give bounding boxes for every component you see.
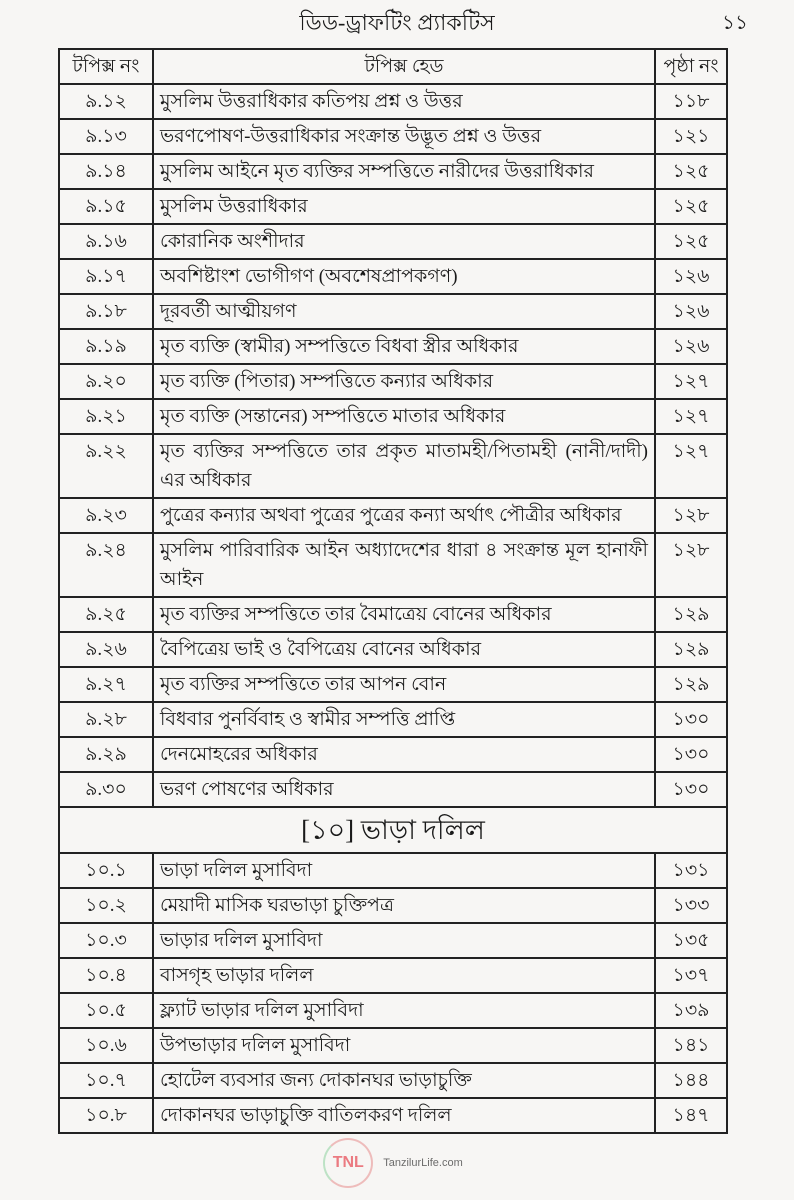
page-number-cell: ১২৬ [655,259,727,294]
table-row [59,294,727,329]
section-heading: [১০] ভাড়া দলিল [59,807,727,853]
topic-number: ৯.২১ [59,399,153,434]
topic-number: ১০.৪ [59,958,153,993]
topic-number: ৯.১৯ [59,329,153,364]
topic-title: ভাড়ার দলিল মুসাবিদা [153,923,655,958]
table-row [59,772,727,807]
page-number-cell: ১২৫ [655,154,727,189]
watermark [58,1134,728,1192]
topic-title: ভরণ পোষণের অধিকার [153,772,655,807]
page-number-cell: ১৩১ [655,853,727,888]
table-row [59,259,727,294]
page-number-cell: ১৪৪ [655,1063,727,1098]
page-number-cell: ১২৯ [655,667,727,702]
table-row [59,853,727,888]
topic-title: মৃত ব্যক্তির সম্পত্তিতে তার বৈমাত্রেয় বোনের অধিকার [153,597,655,632]
page-number-cell: ১২১ [655,119,727,154]
topic-number: ৯.১৭ [59,259,153,294]
page-number-cell: ১৩৭ [655,958,727,993]
page-number-cell: ১২৮ [655,533,727,597]
topic-title: মুসলিম পারিবারিক আইন অধ্যাদেশের ধারা ৪ সংক্রান্ত মূল হানাফী আইন [153,533,655,597]
page-number-cell: ১২৮ [655,498,727,533]
column-header-page-no: পৃষ্ঠা নং [655,49,727,84]
topic-number: ৯.২৮ [59,702,153,737]
topic-number: ৯.২৩ [59,498,153,533]
topic-title: মৃত ব্যক্তি (সন্তানের) সম্পত্তিতে মাতার অধিকার [153,399,655,434]
page-number-cell: ১২৭ [655,364,727,399]
topic-number: ৯.৩০ [59,772,153,807]
table-row [59,498,727,533]
topic-title: বাসগৃহ ভাড়ার দলিল [153,958,655,993]
topic-title: হোটেল ব্যবসার জন্য দোকানঘর ভাড়াচুক্তি [153,1063,655,1098]
topic-number: ৯.২৬ [59,632,153,667]
topic-title: দূরবর্তী আত্মীয়গণ [153,294,655,329]
topic-title: অবশিষ্টাংশ ভোগীগণ (অবশেষপ্রাপকগণ) [153,259,655,294]
page-number-cell: ১২৫ [655,224,727,259]
table-row [59,923,727,958]
page-number-cell: ১৩৫ [655,923,727,958]
topic-number: ১০.৬ [59,1028,153,1063]
topic-number: ৯.২৫ [59,597,153,632]
table-row [59,224,727,259]
topic-number: ১০.৩ [59,923,153,958]
topic-title: মৃত ব্যক্তির সম্পত্তিতে তার প্রকৃত মাতামহী/পিতামহী (নানী/দাদী) এর অধিকার [153,434,655,498]
contents-table [58,48,728,1134]
section-heading-row [59,807,727,853]
topic-number: ৯.১৪ [59,154,153,189]
topic-title: মুসলিম আইনে মৃত ব্যক্তির সম্পত্তিতে নারীদের উত্তরাধিকার [153,154,655,189]
topic-number: ৯.২৪ [59,533,153,597]
table-row [59,189,727,224]
table-row [59,399,727,434]
topic-number: ১০.৫ [59,993,153,1028]
page-number-cell: ১৩৩ [655,888,727,923]
topic-title: মুসলিম উত্তরাধিকার কতিপয় প্রশ্ন ও উত্তর [153,84,655,119]
watermark-circle [323,1138,373,1188]
topic-title: বৈপিত্রেয় ভাই ও বৈপিত্রেয় বোনের অধিকার [153,632,655,667]
topic-title: দেনমোহরের অধিকার [153,737,655,772]
table-row [59,1098,727,1133]
page-number-cell: ১৩০ [655,702,727,737]
topic-number: ৯.২০ [59,364,153,399]
table-row [59,993,727,1028]
topic-number: ১০.৭ [59,1063,153,1098]
page-number-cell: ১২৭ [655,399,727,434]
table-row [59,632,727,667]
topic-title: ফ্ল্যাট ভাড়ার দলিল মুসাবিদা [153,993,655,1028]
page-number-cell: ১৩৯ [655,993,727,1028]
topic-title: ভরণপোষণ-উত্তরাধিকার সংক্রান্ত উদ্ভূত প্রশ্ন ও উত্তর [153,119,655,154]
page-number-cell: ১২৬ [655,329,727,364]
topic-title: কোরানিক অংশীদার [153,224,655,259]
watermark-text: TanzilurLife.com [383,1157,463,1169]
table-row [59,364,727,399]
page-number-cell: ১২৬ [655,294,727,329]
page-number-cell: ১২৫ [655,189,727,224]
topic-number: ৯.১৩ [59,119,153,154]
table-row [59,84,727,119]
topic-title: পুত্রের কন্যার অথবা পুত্রের পুত্রের কন্যা অর্থাৎ পৌত্রীর অধিকার [153,498,655,533]
page-number-cell: ১৩০ [655,737,727,772]
table-header-row [59,49,727,84]
topic-number: ৯.২২ [59,434,153,498]
topic-number: ৯.২৭ [59,667,153,702]
table-row [59,533,727,597]
topic-title: মৃত ব্যক্তি (স্বামীর) সম্পত্তিতে বিধবা স্ত্রীর অধিকার [153,329,655,364]
page-number-cell: ১২৯ [655,597,727,632]
topic-title: মুসলিম উত্তরাধিকার [153,189,655,224]
page-number-cell: ১৪৭ [655,1098,727,1133]
topic-title: ভাড়া দলিল মুসাবিদা [153,853,655,888]
topic-number: ৯.২৯ [59,737,153,772]
topic-number: ১০.২ [59,888,153,923]
running-title: ডিড-ড্রাফটিং প্র্যাকটিস [299,10,495,35]
table-row [59,597,727,632]
table-row [59,1028,727,1063]
table-row [59,1063,727,1098]
table-row [59,434,727,498]
page-number-cell: ১২৯ [655,632,727,667]
page-number-cell: ১২৭ [655,434,727,498]
topic-title: দোকানঘর ভাড়াচুক্তি বাতিলকরণ দলিল [153,1098,655,1133]
page-number-cell: ১৩০ [655,772,727,807]
table-row [59,667,727,702]
column-header-topic-no: টপিক্স নং [59,49,153,84]
topic-number: ৯.১৫ [59,189,153,224]
watermark-logo: TNL [332,1154,364,1171]
page-number: ১১ [722,12,748,34]
topic-number: ১০.৮ [59,1098,153,1133]
topic-title: মেয়াদী মাসিক ঘরভাড়া চুক্তিপত্র [153,888,655,923]
column-header-topic-head: টপিক্স হেড [153,49,655,84]
topic-number: ৯.১৮ [59,294,153,329]
topic-title: উপভাড়ার দলিল মুসাবিদা [153,1028,655,1063]
table-row [59,702,727,737]
table-row [59,119,727,154]
table-row [59,888,727,923]
topic-title: মৃত ব্যক্তি (পিতার) সম্পত্তিতে কন্যার অধিকার [153,364,655,399]
table-row [59,737,727,772]
table-row [59,154,727,189]
topic-title: বিধবার পুনর্বিবাহ ও স্বামীর সম্পত্তি প্রাপ্তি [153,702,655,737]
topic-number: ১০.১ [59,853,153,888]
topic-number: ৯.১২ [59,84,153,119]
page-number-cell: ১১৮ [655,84,727,119]
page-number-cell: ১৪১ [655,1028,727,1063]
topic-number: ৯.১৬ [59,224,153,259]
table-row [59,329,727,364]
table-row [59,958,727,993]
topic-title: মৃত ব্যক্তির সম্পত্তিতে তার আপন বোন [153,667,655,702]
